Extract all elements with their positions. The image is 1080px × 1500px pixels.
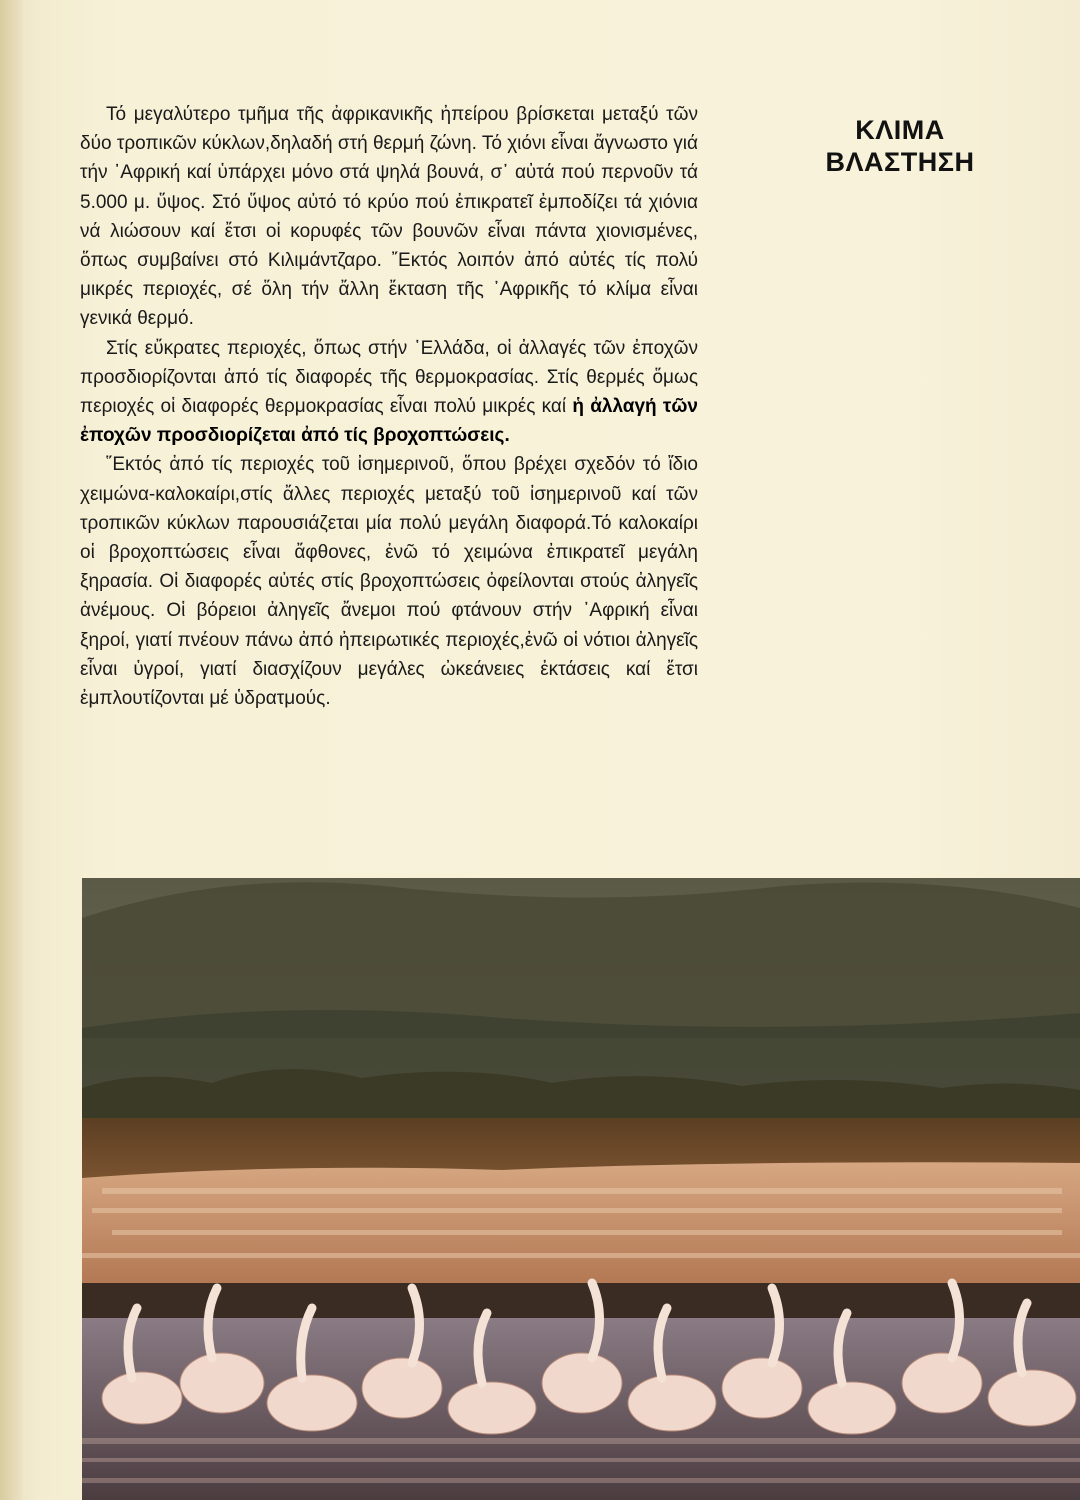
heading-line-climate: ΚΛΙΜΑ (855, 115, 945, 145)
pelicans-photo (82, 878, 1080, 1500)
pelicans-photo-illustration (82, 878, 1080, 1500)
body-text (80, 100, 698, 713)
paragraph-1: Τό μεγαλύτερο τμῆμα τῆς ἀφρικανικῆς ἠπείρου βρίσκεται μεταξύ τῶν δύο τροπικῶν κύκλων,δηλαδή στή θερμή ζώνη. Τό χιόνι εἶναι ἄγνωστο γιά τήν ᾿Αφρική καί ὑπάρχει μόνο στά ψηλά βουνά, σ᾿ αὐτά πού περνοῦν τά 5.000 μ. ὕψος. Στό ὕψος αὐτό τό κρύο πού ἐπικρατεῖ ἐμποδίζει τά χιόνια νά λιώσουν καί ἔτσι οἱ κορυφές τῶν βουνῶν εἶναι πάντα χιονισμένες, ὅπως συμβαίνει στό Κιλιμάντζαρο. ῎Εκτός λοιπόν ἀπό αὐτές τίς πολύ μικρές περιοχές, σέ ὅλη τήν ἄλλη ἔκταση τῆς ᾿Αφρικῆς τό κλίμα εἶναι γενικά θερμό. (80, 104, 698, 330)
paragraph-2-text: Στίς εὔκρατες περιοχές, ὅπως στήν ῾Ελλάδα, οἱ ἀλλαγές τῶν ἐποχῶν προσδιορίζονται ἀπό τίς διαφορές τῆς θερμοκρασίας. Στίς θερμές ὅμως περιοχές οἱ διαφορές θερμοκρασίας εἶναι πολύ μικρές καί (80, 337, 698, 418)
paragraph-2 (80, 334, 698, 451)
page-spine-shadow (0, 0, 22, 1500)
paragraph-2-bold: ἡ ἀλλαγή τῶν ἐποχῶν προσδιορίζεται ἀπό τίς βροχοπτώσεις. (80, 396, 698, 447)
heading-line-vegetation: ΒΛΑΣΤΗΣΗ (825, 147, 975, 177)
paragraph-3: ῞Εκτός ἀπό τίς περιοχές τοῦ ἰσημερινοῦ, ὅπου βρέχει σχεδόν τό ἴδιο χειμώνα-καλοκαίρι,στίς ἄλλες περιοχές μεταξύ τοῦ ἰσημερινοῦ καί τῶν τροπικῶν κύκλων παρουσιάζεται μία πολύ μεγάλη διαφορά.Τό καλοκαίρι οἱ βροχοπτώσεις εἶναι ἄφθονες, ἐνῶ τό χειμώνα ἐπικρατεῖ μεγάλη ξηρασία. Οἱ διαφορές αὐτές στίς βροχοπτώσεις ὀφείλονται στούς ἀληγεῖς ἀνέμους. Οἱ βόρειοι ἀληγεῖς ἄνεμοι πού φτάνουν στήν ᾿Αφρική εἶναι ξηροί, γιατί πνέουν πάνω ἀπό ἠπειρωτικές περιοχές,ἐνῶ οἱ νότιοι ἀληγεῖς εἶναι ὑγροί, γιατί διασχίζουν μεγάλες ὠκεάνειες ἐκτάσεις καί ἔτσι ἐμπλουτίζονται μέ ὑδρατμούς. (80, 454, 698, 710)
section-heading (800, 114, 1000, 178)
